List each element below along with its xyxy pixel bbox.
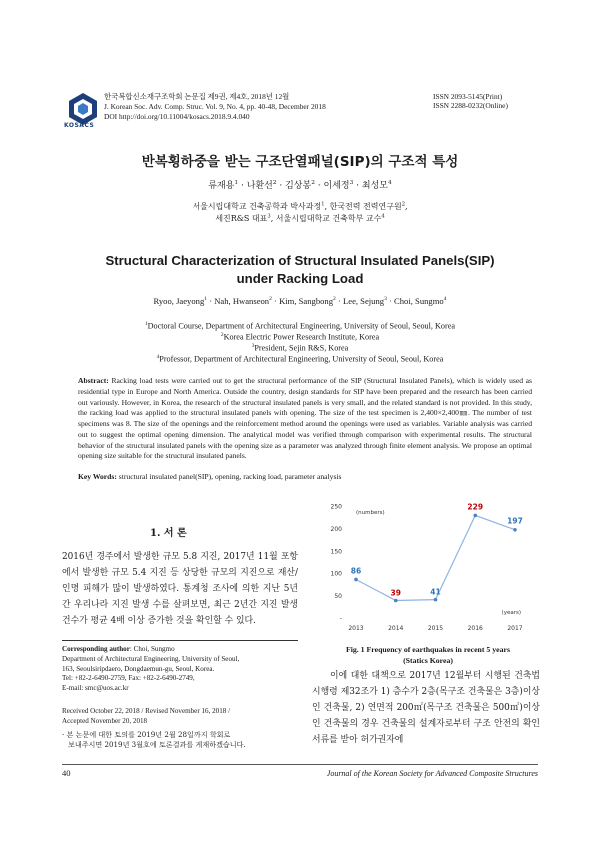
x-tick-label: 2016 xyxy=(467,625,483,632)
corresponding-email: E-mail: smc@uos.ac.kr xyxy=(62,684,129,693)
korean-title: 반복횡하중을 받는 구조단열패널(SIP)의 구조적 특성 xyxy=(141,154,459,170)
corresponding-address: 163, Seoulsiripdaero, Dongdaemun-gu, Seoul, Korea. xyxy=(62,664,215,673)
english-affiliation-2: $^2$Korea Electric Power Research Institute, Korea xyxy=(220,332,380,342)
data-point xyxy=(354,578,358,582)
author-affiliation-mark: 4 xyxy=(443,296,447,303)
english-title-line2: under Racking Load xyxy=(236,271,364,286)
corresponding-dept: Department of Architectural Engineering, University of Seoul, xyxy=(62,654,240,663)
y-tick-label: 200 xyxy=(330,525,342,533)
author-name: 이세정 xyxy=(323,181,350,191)
author-name: Kim, Sangbong xyxy=(279,296,334,306)
x-tick-label: 2014 xyxy=(388,625,404,632)
author-affiliation-mark: 2 xyxy=(333,296,336,303)
y-tick-label: 100 xyxy=(330,570,342,578)
corresponding-phone: Tel: +82-2-6490-2759, Fax: +82-2-6490-2749, xyxy=(62,674,195,683)
author-name: 최성모 xyxy=(361,181,388,191)
author-name: 류재용 xyxy=(208,181,235,191)
received-line1: Received October 22, 2018 / Revised November 16, 2018 / xyxy=(62,707,231,715)
keywords-label: Key Words: xyxy=(78,472,117,481)
earthquake-frequency-chart xyxy=(318,498,538,638)
korean-affiliation-line2: 세진R&S 대표$^3$, 서울시립대학교 건축학부 교수$^4$ xyxy=(215,213,385,223)
footnote-divider xyxy=(62,640,298,641)
corresponding-label: Corresponding author xyxy=(62,645,130,653)
right-column-paragraph: 이에 대한 대책으로 2017년 12월부터 시행된 건축법 시행령 제32조가 1) 층수가 2층(목구조 건축물은 3층)이상 인 건축물, 2) 연면적 200㎡(목구조 건축물은 500㎡)이상인 건축물의 경우 건축물의 설계자로부터 구조 안전의 확인 서류를 받아 허가권자에 xyxy=(312,671,540,746)
data-point xyxy=(434,598,438,602)
author-affiliation-mark: 2 xyxy=(269,296,272,303)
data-label: 229 xyxy=(467,502,484,512)
data-label: 86 xyxy=(350,566,362,576)
author-affiliation-mark: 3 xyxy=(384,296,387,303)
english-authors: Ryoo, Jaeyong$^1$ · Nah, Hwanseon$^2$ · Kim, Sangbong$^2$ · Lee, Sejung$^3$ · Choi, Sungmo$^4$ xyxy=(153,296,447,306)
abstract-label: Abstract: xyxy=(78,376,109,385)
logo-text: KOSACS xyxy=(64,122,95,129)
received-line2: Accepted November 20, 2018 xyxy=(62,716,148,725)
y-axis-label: (numbers) xyxy=(356,510,385,516)
kosacs-logo xyxy=(66,92,100,126)
journal-citation-line: J. Korean Soc. Adv. Comp. Struc. Vol. 9, No. 4, pp. 40-48, December 2018 xyxy=(104,102,326,111)
figure-caption-line1: Fig. 1 Frequency of earthquakes in recent 5 years xyxy=(345,645,511,654)
x-tick-label: 2015 xyxy=(427,625,444,632)
data-point xyxy=(473,514,477,518)
author-name: 나환선 xyxy=(246,181,273,191)
y-tick-label: - xyxy=(339,615,342,623)
author-name: Choi, Sungmo xyxy=(394,296,444,306)
author-affiliation-mark: 2 xyxy=(272,180,277,186)
author-affiliation-mark: 3 xyxy=(349,180,354,186)
note-line2: 보내주시면 2019년 3월호에 토론결과를 게재하겠습니다. xyxy=(68,739,246,749)
korean-authors: 류재용$^1$ · 나환선$^2$ · 김상봉$^2$ · 이세정$^3$ · 최성모$^4$ xyxy=(208,180,392,191)
data-label: 39 xyxy=(390,588,401,598)
author-affiliation-mark: 1 xyxy=(234,180,239,186)
doi-line: DOI http://doi.org/10.11004/kosacs.2018.9.4.040 xyxy=(104,112,250,121)
journal-name: Journal of the Korean Society for Advanced Composite Structures xyxy=(326,769,538,778)
x-tick-label: 2017 xyxy=(507,625,523,632)
author-affiliation-mark: 1 xyxy=(204,296,208,303)
author-name: 김상봉 xyxy=(285,181,312,191)
y-tick-label: 50 xyxy=(334,593,342,601)
discussion-note xyxy=(62,730,302,749)
issn-online: ISSN 2288-0232(Online) xyxy=(433,101,508,110)
author-name: Ryoo, Jaeyong xyxy=(153,296,205,306)
correspondence-block xyxy=(62,645,302,694)
english-affiliation-1: $^1$Doctoral Course, Department of Architectural Engineering, University of Seoul, Seoul, Korea xyxy=(144,321,456,331)
keywords xyxy=(78,472,532,481)
korean-affiliation-line1: 서울시립대학교 건축공학과 박사과정$^1$, 한국전력 전력연구원$^2$, xyxy=(192,201,408,211)
note-line1: · 본 논문에 대한 토의를 2019년 2월 28일까지 학회로 xyxy=(62,730,231,739)
english-affiliation-3: $^3$President, Sejin R&S, Korea xyxy=(251,343,349,353)
x-axis-label: (years) xyxy=(501,610,521,616)
keywords-text: structural insulated panel(SIP), opening, racking load, parameter analysis xyxy=(118,472,342,481)
received-dates xyxy=(62,707,302,726)
page-number: 40 xyxy=(62,768,71,778)
abstract-text: Racking load tests were carried out to get the structural performance of the SIP (Structural Insulated Panels), which is widely used as residential type in Europe and North America. Outside the country, design standards for SIP have been prepared and the research has been carried out variously. However, in Korea, the research of the structural insulated panels is very small, and the related standard is not provided. In this study, the racking load was applied to the structural insulated panels with opening. The size of the test specimen is 2,400×2,400㎜. The number of test specimens was 8. The size of the openings and the reinforcement method around the openings were used as variables. Variable analysis was carried out to suggest the optimal opening dimension. The analytical model was verified through comparison with experimental results. The structural behavior of the structural insulated panels with the opening size as a parameter was analyzed through finite element analysis. We propose an optimal opening size suitable for the structural insulated panels. xyxy=(78,376,532,461)
y-tick-label: 250 xyxy=(330,503,342,511)
y-tick-label: 150 xyxy=(330,548,342,556)
english-title xyxy=(100,252,500,288)
data-label: 41 xyxy=(430,587,441,597)
corresponding-name: : Choi, Sungmo xyxy=(129,645,175,653)
author-affiliation-mark: 4 xyxy=(388,180,392,186)
intro-paragraph: 2016년 경주에서 발생한 규모 5.8 지진, 2017년 11월 포항에서 발생한 규모 5.4 지진 등 상당한 규모의 지진으로 재산/인명 피해가 많이 발생하였다. 통계청 조사에 의한 지난 5년간 우리나라 지진 발생 수를 살펴보면, 최근 2년간 지진 발생 건수가 평균 4배 이상 증가한 것을 확인할 수 있다. xyxy=(62,552,298,627)
footer-divider xyxy=(62,764,538,765)
x-tick-label: 2013 xyxy=(348,625,364,632)
data-point xyxy=(513,528,517,532)
issn-print: ISSN 2093-5145(Print) xyxy=(433,92,503,101)
data-label: 197 xyxy=(507,516,523,526)
abstract xyxy=(78,376,532,462)
author-affiliation-mark: 2 xyxy=(311,180,315,186)
section-heading: 1. 서 론 xyxy=(150,528,187,539)
author-name: Lee, Sejung xyxy=(343,296,385,306)
english-title-line1: Structural Characterization of Structural Insulated Panels(SIP) xyxy=(105,253,495,268)
figure-caption-line2: (Statics Korea) xyxy=(403,655,453,665)
journal-korean-line: 한국복합신소재구조학회 논문집 제9권, 제4호, 2018년 12월 xyxy=(104,92,290,101)
author-name: Nah, Hwanseon xyxy=(214,296,270,306)
figure-caption xyxy=(318,645,538,666)
data-point xyxy=(394,599,398,603)
english-affiliation-4: $^4$Professor, Department of Architectural Engineering, University of Seoul, Seoul, Korea xyxy=(156,354,444,364)
